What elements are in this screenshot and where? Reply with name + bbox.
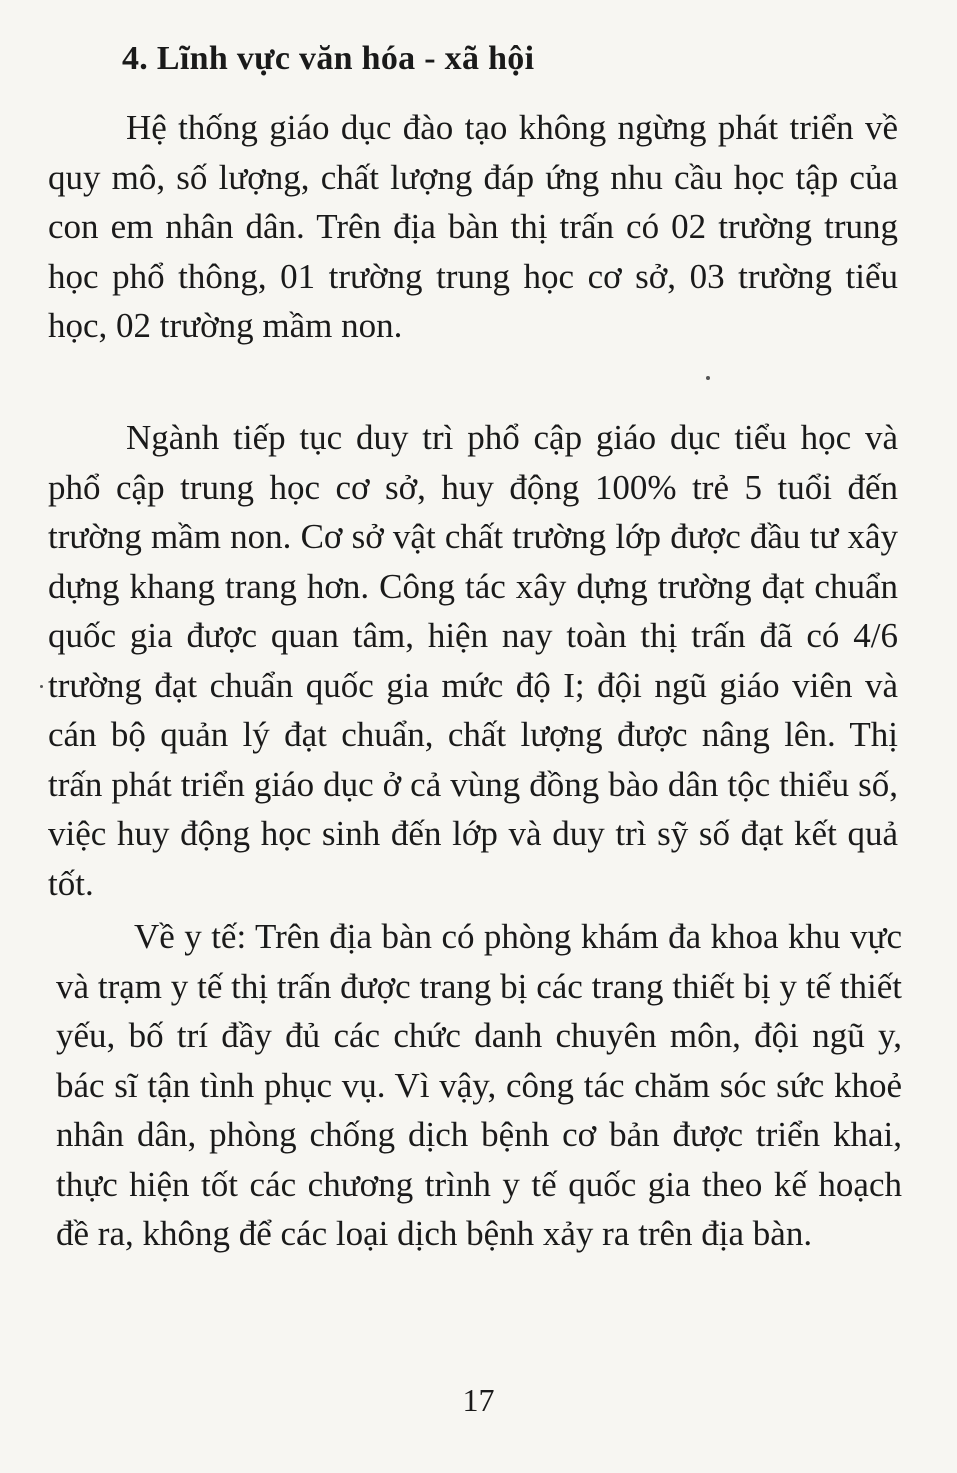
paragraph-education-policy: Ngành tiếp tục duy trì phổ cập giáo dục tiểu học và phổ cập trung học cơ sở, huy động 100% trẻ 5 tuổi đến trường mầm non. Cơ sở vật chất trường lớp được đầu tư xây dựng khang trang hơn. Công tác xây dựng trường đạt chuẩn quốc gia được quan tâm, hiện nay toàn thị trấn đã có 4/6 trường đạt chuẩn quốc gia mức độ I; đội ngũ giáo viên và cán bộ quản lý đạt chuẩn, chất lượng được nâng lên. Thị trấn phát triển giáo dục ở cả vùng đồng bào dân tộc thiểu số, việc huy động học sinh đến lớp và duy trì sỹ số đạt kết quả tốt.: [48, 418, 898, 903]
page-number: 17: [462, 1382, 495, 1418]
scan-speck: [40, 685, 43, 688]
scan-speck: [706, 376, 710, 380]
section-heading: 4. Lĩnh vực văn hóa - xã hội: [122, 40, 535, 77]
paragraph-healthcare: Về y tế: Trên địa bàn có phòng khám đa khoa khu vực và trạm y tế thị trấn được trang bị các trang thiết bị y tế thiết yếu, bố trí đầy đủ các chức danh chuyên môn, đội ngũ y, bác sĩ tận tình phục vụ. Vì vậy, công tác chăm sóc sức khoẻ nhân dân, phòng chống dịch bệnh cơ bản được triển khai, thực hiện tốt các chương trình y tế quốc gia theo kế hoạch đề ra, không để các loại dịch bệnh xảy ra trên địa bàn.: [56, 917, 902, 1253]
paragraph-education-system: Hệ thống giáo dục đào tạo không ngừng phát triển về quy mô, số lượng, chất lượng đáp ứng nhu cầu học tập của con em nhân dân. Trên địa bàn thị trấn có 02 trường trung học phổ thông, 01 trường trung học cơ sở, 03 trường tiểu học, 02 trường mầm non.: [48, 108, 898, 345]
